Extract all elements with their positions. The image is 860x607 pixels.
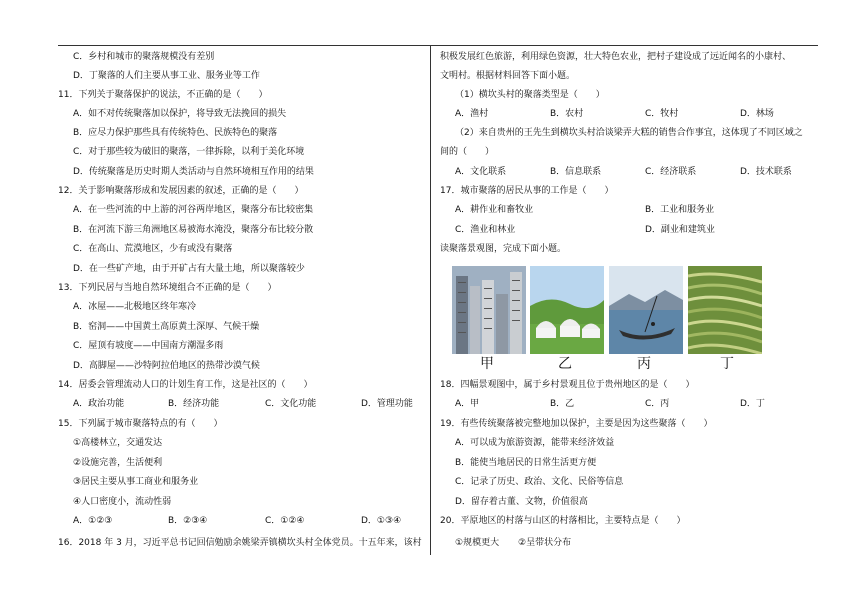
q14-option-b: B．经济功能	[168, 399, 220, 409]
q15-option-c: C．①②④	[265, 516, 305, 526]
q12-option-b: B．在河流下游三角洲地区易被海水淹没，聚落分布比较分散	[73, 225, 314, 235]
q11-stem: 11．下列关于聚落保护的说法，不正确的是（ ）	[58, 90, 268, 100]
photo-jia-city-towers	[452, 266, 526, 354]
q11-option-a: A．如不对传统聚落加以保护，将导致无法挽回的损失	[73, 109, 287, 119]
q20-stem: 20．平原地区的村落与山区的村落相比，主要特点是（ ）	[440, 516, 686, 526]
q10-option-d: D．丁聚落的人们主要从事工业、服务业等工作	[73, 71, 260, 81]
column-divider	[430, 45, 431, 555]
q19-option-d: D．留存着古董、文物，价值很高	[455, 497, 588, 507]
q15-stem: 15．下列属于城市聚落特点的有（ ）	[58, 419, 223, 429]
q18-intro: 读聚落景观图，完成下面小题。	[440, 244, 567, 254]
q16-stem: 16．2018 年 3 月，习近平总书记回信勉励余姚梁弄镇横坎头村全体党员。十五年来，该村	[58, 538, 422, 548]
q13-option-c: C．屋顶有坡度——中国南方潮湿多雨	[73, 341, 224, 351]
q17-option-b: B．工业和服务业	[645, 205, 715, 215]
photo-bing-fishing-boat	[609, 266, 683, 354]
q14-option-d: D．管理功能	[361, 399, 413, 409]
q18-option-c: C．丙	[645, 399, 670, 409]
q19-option-b: B．能使当地居民的日常生活更方便	[455, 458, 597, 468]
q18-option-a: A．甲	[455, 399, 480, 409]
q16-sub1-option-b: B．农村	[550, 109, 584, 119]
q10-option-c: C．乡村和城市的聚落规模没有差别	[73, 52, 215, 62]
q20-item-2: ②呈带状分布	[518, 538, 572, 548]
q16-sub2-option-a: A．文化联系	[455, 167, 507, 177]
q13-option-d: D．高脚屋——沙特阿拉伯地区的热带沙漠气候	[73, 361, 260, 371]
q11-option-d: D．传统聚落是历史时期人类活动与自然环境相互作用的结果	[73, 167, 314, 177]
q13-stem: 13．下列民居与当地自然环境组合不正确的是（ ）	[58, 283, 277, 293]
photo-label-jia: 甲	[480, 356, 494, 372]
q15-item-1: ①高楼林立，交通发达	[73, 438, 163, 448]
q18-option-d: D．丁	[740, 399, 765, 409]
q11-option-b: B．应尽力保护那些具有传统特色、民族特色的聚落	[73, 128, 278, 138]
q17-option-c: C．渔业和林业	[455, 225, 516, 235]
photo-label-bing: 丙	[637, 356, 651, 372]
q16-sub2-stem-end: 间的（ ）	[440, 147, 495, 157]
q17-option-a: A．耕作业和畜牧业	[455, 205, 534, 215]
top-rule	[58, 45, 818, 46]
q17-stem: 17．城市聚落的居民从事的工作是（ ）	[440, 186, 614, 196]
q16-sub2-stem: （2）来自贵州的王先生到横坎头村洽谈梁弄大糕的销售合作事宜，这体现了不同区域之	[455, 128, 803, 138]
q16-sub2-option-b: B．信息联系	[550, 167, 602, 177]
q13-option-a: A．冰屋——北极地区终年寒冷	[73, 302, 197, 312]
q18-stem: 18．四幅景观图中，属于乡村景观且位于贵州地区的是（ ）	[440, 380, 695, 390]
q20-item-1: ①规模更大	[455, 538, 500, 548]
q17-option-d: D．副业和建筑业	[645, 225, 715, 235]
q15-item-4: ④人口密度小，流动性弱	[73, 497, 172, 507]
q14-option-c: C．文化功能	[265, 399, 317, 409]
q16-sub2-option-c: C．经济联系	[645, 167, 697, 177]
q15-item-3: ③居民主要从事工商业和服务业	[73, 477, 199, 487]
q16-stem-end: 文明村。根据材料回答下面小题。	[440, 71, 576, 81]
q12-option-a: A．在一些河流的中上游的河谷两岸地区，聚落分布比较密集	[73, 205, 314, 215]
q14-stem: 14．居委会管理流动人口的计划生育工作，这是社区的（ ）	[58, 380, 313, 390]
q15-option-b: B．②③④	[168, 516, 208, 526]
photo-label-yi: 乙	[558, 356, 572, 372]
photo-label-ding: 丁	[720, 356, 734, 372]
q11-option-c: C．对于那些较为破旧的聚落，一律拆除，以利于美化环境	[73, 147, 305, 157]
q14-option-a: A．政治功能	[73, 399, 125, 409]
q16-sub1-option-a: A．渔村	[455, 109, 489, 119]
q19-option-c: C．记录了历史、政治、文化、民俗等信息	[455, 477, 624, 487]
q15-item-2: ②设施完善，生活便利	[73, 458, 163, 468]
q16-sub2-option-d: D．技术联系	[740, 167, 792, 177]
q16-sub1-option-c: C．牧村	[645, 109, 679, 119]
q16-sub1-stem: （1）横坎头村的聚落类型是（ ）	[455, 90, 605, 100]
q19-stem: 19．有些传统聚落被完整地加以保护，主要是因为这些聚落（ ）	[440, 419, 713, 429]
q16-sub1-option-d: D．林场	[740, 109, 774, 119]
q13-option-b: B．窑洞——中国黄土高原黄土深厚、气候干燥	[73, 322, 260, 332]
q12-option-c: C．在高山、荒漠地区，少有或没有聚落	[73, 244, 233, 254]
q12-option-d: D．在一些矿产地，由于开矿占有大量土地，所以聚落较少	[73, 264, 305, 274]
q12-stem: 12．关于影响聚落形成和发展因素的叙述，正确的是（ ）	[58, 186, 304, 196]
photo-ding-rice-terraces	[688, 266, 762, 354]
q19-option-a: A．可以成为旅游资源，能带来经济效益	[455, 438, 615, 448]
photo-yi-yurts-grassland	[530, 266, 604, 354]
q16-stem-continued: 积极发展红色旅游，利用绿色资源，壮大特色农业，把村子建设成了远近闻名的小康村、	[440, 52, 792, 62]
q15-option-d: D．①③④	[361, 516, 402, 526]
q18-option-b: B．乙	[550, 399, 575, 409]
q15-option-a: A．①②③	[73, 516, 113, 526]
